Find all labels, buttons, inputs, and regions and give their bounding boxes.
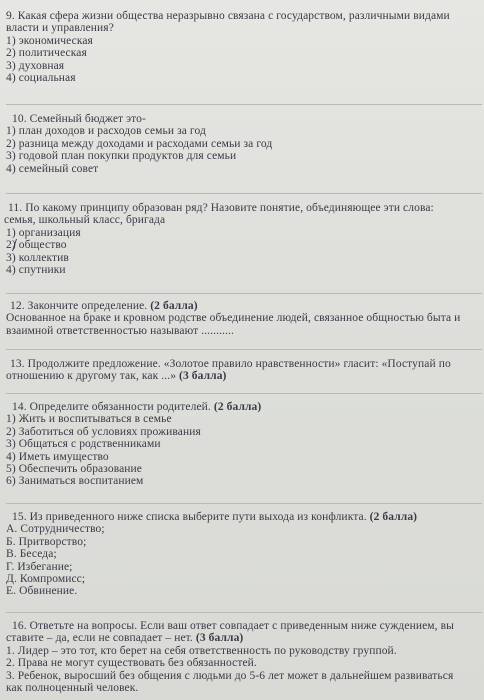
question-11-text-cont: семья, школьный класс, бригада — [4, 214, 166, 227]
question-15-text — [0, 511, 484, 523]
question-16-text: 16. Ответьте на вопросы. Если ваш ответ совпадает с приведенным ниже суждением, вы — [12, 620, 454, 632]
divider — [6, 393, 482, 394]
question-15-prompt: 15. Из приведенного ниже списка выберите пути выхода из конфликта. — [12, 511, 367, 523]
divider — [6, 612, 482, 613]
q11-option-4: 4) спутники — [6, 264, 66, 277]
question-16-prompt: ставите – да, если не совпадает – нет. — [6, 632, 193, 645]
question-10-text: 10. Семейный бюджет это- — [12, 113, 146, 125]
q15-option-d: Д. Компромисс; — [6, 573, 86, 586]
question-15 — [0, 511, 484, 598]
q14-option-4: 4) Иметь имущество — [6, 450, 109, 463]
question-12-definition-1: Основанное на браке и кровном родстве объединение людей, связанное общностью быта и — [6, 312, 461, 325]
q10-option-2: 2) разница между доходами и расходами семьи за год — [6, 137, 273, 150]
question-14-points: (2 балла) — [213, 401, 262, 413]
q11-option-2 — [0, 239, 484, 251]
divider — [6, 293, 482, 294]
q15-option-b: Б. Притворство; — [6, 535, 87, 548]
question-13-text-cont — [0, 370, 484, 382]
q14-option-2: 2) Заботиться об условиях проживания — [6, 425, 201, 438]
question-9-text-cont: власти и управления? — [6, 22, 114, 35]
question-13-points: (3 балла) — [179, 370, 227, 383]
q9-option-1: 1) экономическая — [6, 34, 93, 47]
q9-option-4: 4) социальная — [6, 72, 76, 85]
q15-option-e: Е. Обвинение. — [6, 585, 78, 598]
divider — [6, 193, 482, 194]
question-15-points: (2 балла) — [369, 511, 418, 523]
q10-option-3: 3) годовой план покупки продуктов для семьи — [6, 150, 237, 163]
question-9 — [0, 10, 484, 84]
q14-option-5: 5) Обеспечить образование — [6, 463, 142, 476]
question-14-text — [0, 401, 484, 413]
divider — [6, 104, 482, 105]
divider — [6, 349, 482, 350]
question-12 — [0, 300, 484, 337]
q16-statement-3: 3. Ребенок, выросший без общения с людьми до 5-6 лет может в дальнейшем развиваться — [6, 669, 454, 682]
q16-statement-1: 1. Лидер – это тот, кто берет на себя ответственность по руководству группой. — [6, 644, 397, 657]
q11-option-1: 1) организация — [6, 226, 81, 239]
question-12-text — [0, 300, 484, 312]
question-16-text-cont — [0, 632, 484, 644]
question-12-definition-2: взаимной ответственностью называют ........... — [6, 324, 234, 337]
question-9-text: 9. Какая сфера жизни общества неразрывно связана с государством, различными видами — [6, 10, 450, 22]
question-11-text: 11. По какому принципу образован ряд? Назовите понятие, объединяющее эти слова: — [8, 202, 434, 214]
q10-option-4: 4) семейный совет — [6, 162, 99, 175]
q10-option-1: 1) план доходов и расходов семьи за год — [6, 125, 206, 138]
q15-option-v: В. Беседа; — [6, 548, 57, 561]
q16-statement-2: 2. Права не могут существовать без обязанностей. — [6, 657, 257, 670]
q14-option-3: 3) Общаться с родственниками — [6, 438, 161, 451]
question-16 — [0, 620, 484, 694]
question-12-points: (2 балла) — [150, 300, 198, 312]
question-12-prompt: 12. Закончите определение. — [10, 300, 148, 312]
q14-option-6: 6) Заниматься воспитанием — [6, 475, 144, 488]
question-13-text: 13. Продолжите предложение. «Золотое правило нравственности» гласит: «Поступай по — [10, 358, 451, 370]
question-11 — [0, 202, 484, 276]
q14-option-1: 1) Жить и воспитываться в семье — [6, 413, 172, 426]
question-14-prompt: 14. Определите обязанности родителей. — [12, 401, 211, 413]
q9-option-3: 3) духовная — [6, 59, 65, 72]
q11-option-3: 3) коллектив — [6, 251, 69, 264]
q16-statement-3-cont: как полноценный человек. — [6, 682, 139, 695]
question-16-points: (3 балла) — [195, 632, 244, 645]
divider — [6, 503, 482, 504]
question-13 — [0, 358, 484, 383]
question-14 — [0, 401, 484, 488]
q9-option-2: 2) политическая — [6, 47, 87, 60]
q15-option-g: Г. Избегание; — [6, 560, 73, 573]
question-13-prompt: отношению к другому так, как ...» — [6, 370, 177, 383]
q11-option-2-label: 2) общество — [6, 239, 67, 252]
question-10 — [0, 113, 484, 175]
q15-option-a: А. Сотрудничество; — [6, 523, 105, 536]
